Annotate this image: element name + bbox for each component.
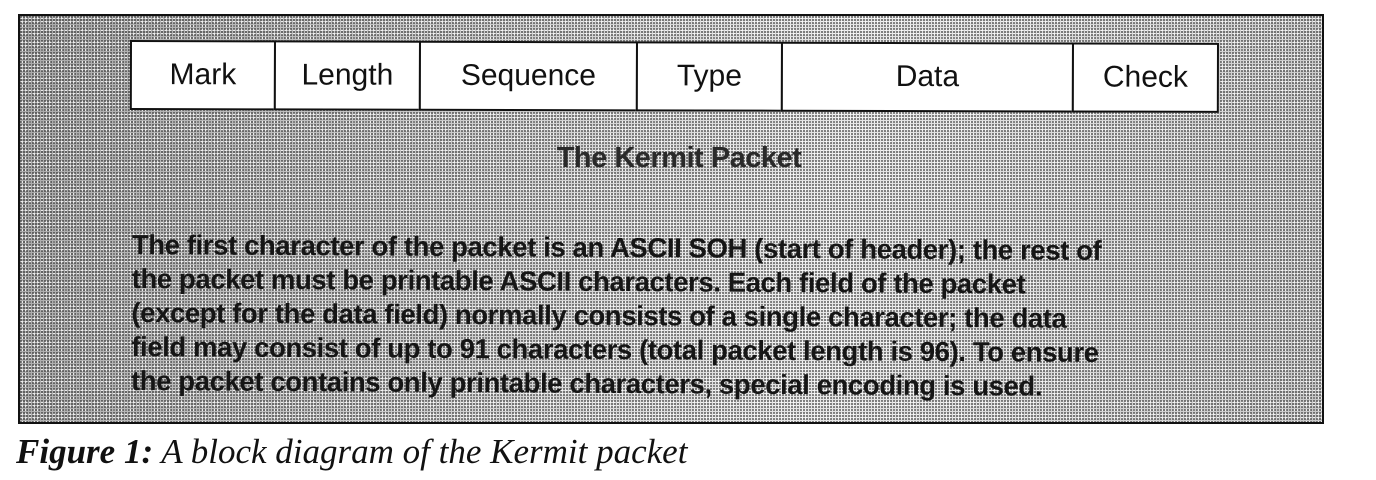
field-sequence: Sequence xyxy=(419,41,638,112)
field-type: Type xyxy=(636,41,783,111)
diagram-panel xyxy=(18,14,1324,424)
field-length: Length xyxy=(274,40,421,110)
diagram-description: The first character of the packet is an ASCII SOH (start of header); the rest of the packet must be printable ASCII characters. Each field of the packet (except for the data field) normally consists of a single character; the data field may consist of up to 91 characters (total packet length is 96). To ensure the packet contains only printable characters, special encoding is used. xyxy=(130,228,1102,402)
field-data: Data xyxy=(781,42,1074,113)
field-mark: Mark xyxy=(130,40,276,110)
figure-label: Figure 1: xyxy=(16,432,154,471)
diagram-title: The Kermit Packet xyxy=(556,142,802,174)
packet-fields xyxy=(130,40,1219,113)
field-check: Check xyxy=(1072,42,1219,112)
figure-caption-text: A block diagram of the Kermit packet xyxy=(161,432,688,471)
figure-caption xyxy=(16,432,687,472)
